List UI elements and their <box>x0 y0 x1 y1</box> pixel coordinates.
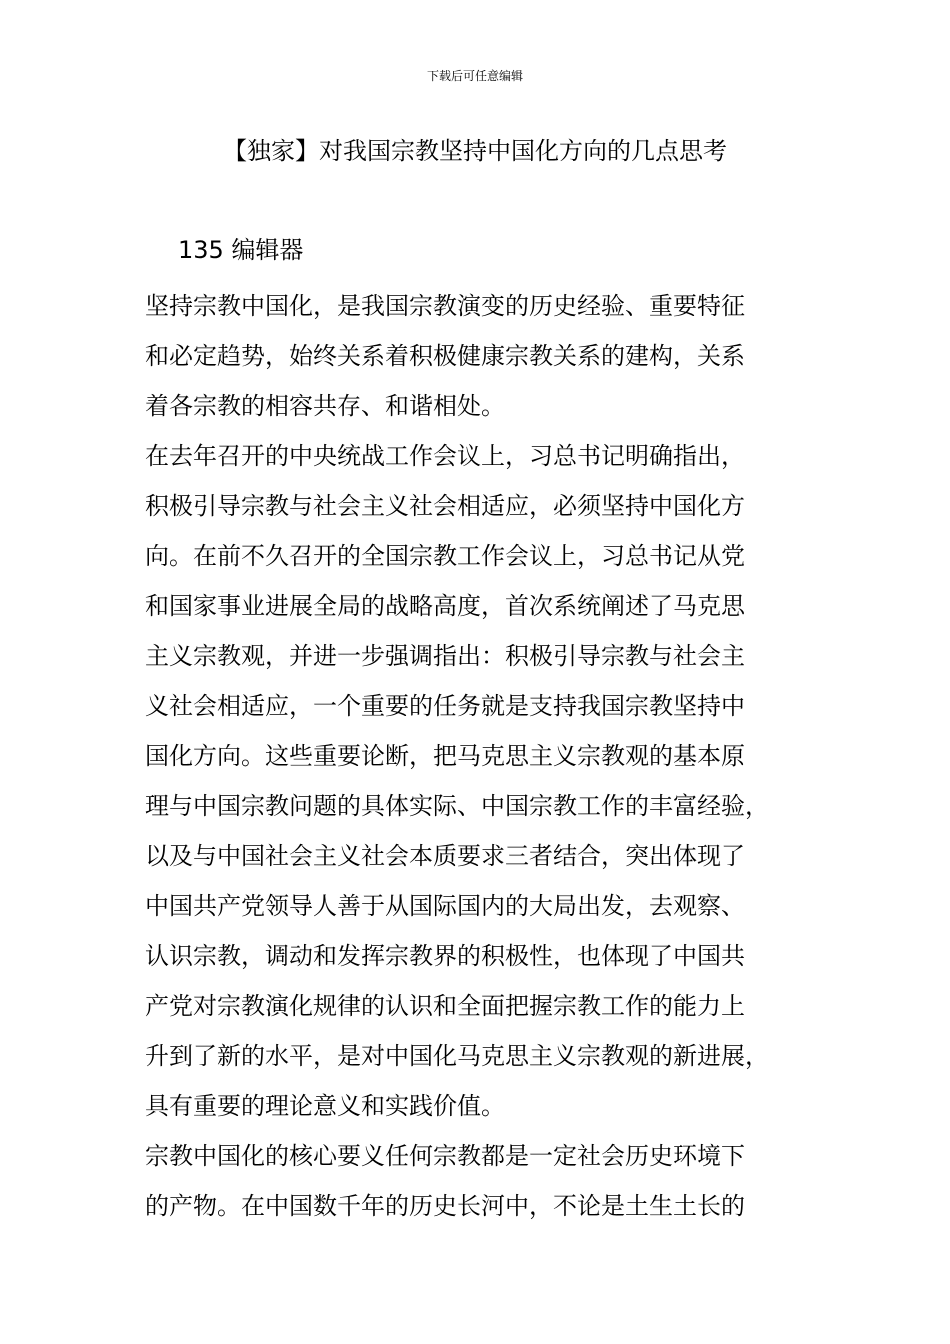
paragraph <box>145 1131 805 1231</box>
text-line: 产党对宗教演化规律的认识和全面把握宗教工作的能力上 <box>145 992 745 1020</box>
author-line: 135 编辑器 <box>178 236 304 264</box>
text-line: 积极引导宗教与社会主义社会相适应，必须坚持中国化方 <box>145 492 745 520</box>
text-line: 宗教中国化的核心要义任何宗教都是一定社会历史环境下 <box>145 1142 745 1170</box>
text-line: 以及与中国社会主义社会本质要求三者结合，突出体现了 <box>145 842 745 870</box>
text-line: 和国家事业进展全局的战略高度，首次系统阐述了马克思 <box>145 592 745 620</box>
text-line: 理与中国宗教问题的具体实际、中国宗教工作的丰富经验， <box>145 792 769 820</box>
body-text <box>145 281 805 1231</box>
paragraph <box>145 281 805 431</box>
text-line: 国化方向。这些重要论断，把马克思主义宗教观的基本原 <box>145 742 745 770</box>
header-note: 下载后可任意编辑 <box>426 69 523 83</box>
text-line: 认识宗教，调动和发挥宗教界的积极性，也体现了中国共 <box>145 942 745 970</box>
document-title: 【独家】对我国宗教坚持中国化方向的几点思考 <box>223 137 727 165</box>
text-line: 和必定趋势，始终关系着积极健康宗教关系的建构，关系 <box>145 342 745 370</box>
text-line: 中国共产党领导人善于从国际国内的大局出发，去观察、 <box>145 892 745 920</box>
text-line: 坚持宗教中国化，是我国宗教演变的历史经验、重要特征 <box>145 292 745 320</box>
text-line: 义社会相适应，一个重要的任务就是支持我国宗教坚持中 <box>145 692 745 720</box>
text-line: 具有重要的理论意义和实践价值。 <box>145 1092 505 1120</box>
text-line: 在去年召开的中央统战工作会议上，习总书记明确指出， <box>145 442 745 470</box>
text-line: 着各宗教的相容共存、和谐相处。 <box>145 392 505 420</box>
text-line: 向。在前不久召开的全国宗教工作会议上，习总书记从党 <box>145 542 745 570</box>
paragraph <box>145 431 805 1131</box>
text-line: 的产物。在中国数千年的历史长河中，不论是土生土长的 <box>145 1192 745 1220</box>
text-line: 升到了新的水平，是对中国化马克思主义宗教观的新进展， <box>145 1042 769 1070</box>
text-line: 主义宗教观，并进一步强调指出：积极引导宗教与社会主 <box>145 642 745 670</box>
